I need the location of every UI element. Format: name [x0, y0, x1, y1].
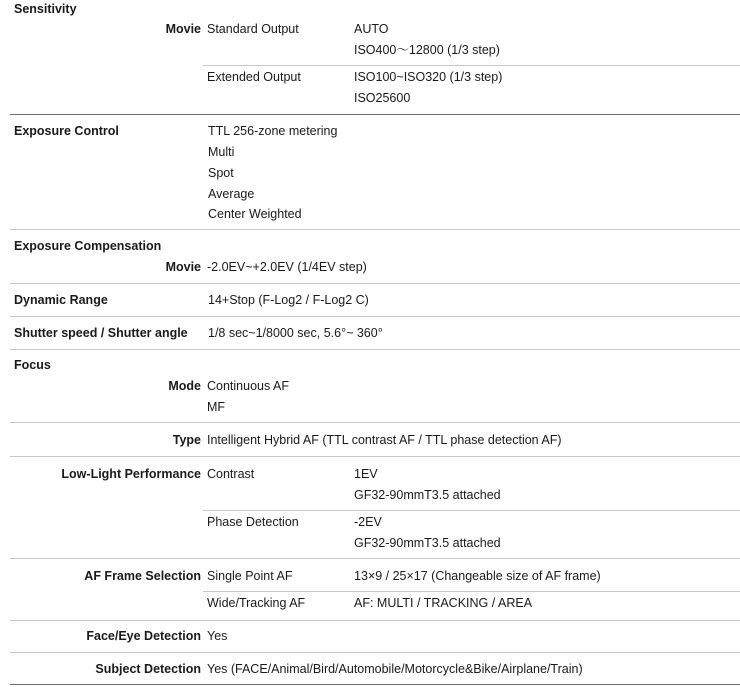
sensitivity-heading: Sensitivity: [14, 2, 77, 16]
divider: [10, 422, 740, 423]
subject-detection-value: Yes (FACE/Animal/Bird/Automobile/Motorcycle&Bike/Airplane/Train): [207, 662, 583, 676]
divider: [203, 65, 740, 66]
focus-type-label: Type: [172, 433, 201, 447]
wide-tracking-af-label: Wide/Tracking AF: [207, 596, 306, 610]
exposure-control-value: Center Weighted: [208, 207, 302, 221]
face-eye-detection-value: Yes: [207, 629, 228, 643]
focus-mode-label: Mode: [168, 379, 201, 393]
shutter-heading: Shutter speed / Shutter angle: [14, 326, 188, 340]
phase-detection-value: -2EV: [354, 515, 382, 529]
exposure-compensation-heading: Exposure Compensation: [14, 239, 162, 253]
divider: [10, 558, 740, 559]
standard-output-value: ISO400〜12800 (1/3 step): [354, 43, 500, 57]
exposure-compensation-value: -2.0EV~+2.0EV (1/4EV step): [207, 260, 367, 274]
divider: [10, 229, 740, 230]
divider: [10, 114, 740, 115]
low-light-label: Low-Light Performance: [61, 467, 201, 481]
focus-mode-value: Continuous AF: [207, 379, 289, 393]
standard-output-label: Standard Output: [207, 22, 299, 36]
contrast-value: 1EV: [354, 467, 378, 481]
exposure-control-value: Spot: [208, 166, 234, 180]
exposure-control-value: Average: [208, 187, 255, 201]
focus-heading: Focus: [14, 358, 51, 372]
exposure-control-value: Multi: [208, 145, 235, 159]
single-point-af-value: 13×9 / 25×17 (Changeable size of AF frame): [354, 569, 601, 583]
divider: [10, 283, 740, 284]
phase-detection-label: Phase Detection: [207, 515, 299, 529]
divider: [10, 349, 740, 350]
divider: [203, 510, 740, 511]
wide-tracking-af-value: AF: MULTI / TRACKING / AREA: [354, 596, 533, 610]
focus-type-value: Intelligent Hybrid AF (TTL contrast AF / TTL phase detection AF): [207, 433, 562, 447]
extended-output-value: ISO25600: [354, 91, 411, 105]
exposure-control-heading: Exposure Control: [14, 124, 119, 138]
extended-output-label: Extended Output: [207, 70, 301, 84]
divider: [10, 684, 740, 685]
contrast-value: GF32-90mmT3.5 attached: [354, 488, 501, 502]
focus-mode-value: MF: [207, 400, 226, 414]
divider: [10, 652, 740, 653]
exposure-control-value: TTL 256-zone metering: [208, 124, 338, 138]
shutter-value: 1/8 sec~1/8000 sec, 5.6°~ 360°: [208, 326, 383, 340]
divider: [10, 456, 740, 457]
sensitivity-movie-label: Movie: [165, 22, 201, 36]
divider: [10, 620, 740, 621]
dynamic-range-value: 14+Stop (F-Log2 / F-Log2 C): [208, 293, 369, 307]
phase-detection-value: GF32-90mmT3.5 attached: [354, 536, 501, 550]
divider: [10, 316, 740, 317]
exposure-compensation-movie-label: Movie: [165, 260, 201, 274]
contrast-label: Contrast: [207, 467, 255, 481]
subject-detection-label: Subject Detection: [95, 662, 201, 676]
af-frame-selection-label: AF Frame Selection: [84, 569, 201, 583]
dynamic-range-heading: Dynamic Range: [14, 293, 108, 307]
single-point-af-label: Single Point AF: [207, 569, 293, 583]
standard-output-value: AUTO: [354, 22, 389, 36]
divider: [203, 591, 740, 592]
face-eye-detection-label: Face/Eye Detection: [86, 629, 201, 643]
extended-output-value: ISO100~ISO320 (1/3 step): [354, 70, 503, 84]
